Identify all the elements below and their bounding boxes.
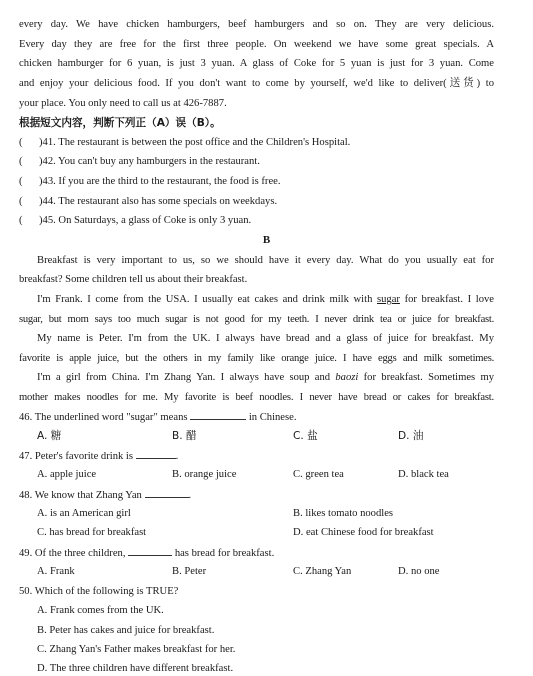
tf-question xyxy=(19,136,350,150)
italic-word: baozi xyxy=(335,372,359,383)
passage-line: My name is Peter. I'm from the UK. I always have bread and a glass of juice for breakfast. My xyxy=(37,333,494,344)
passage-line: Every day they are free for the first three people. On weekend we have some great specials. A xyxy=(19,39,494,50)
answer-blank[interactable] xyxy=(145,488,189,498)
tf-text: )45. On Saturdays, a glass of Coke is only 3 yuan. xyxy=(39,215,252,226)
option-a[interactable]: A. apple juice xyxy=(37,469,97,480)
option-b[interactable]: B. orange juice xyxy=(172,469,237,480)
tf-text: )43. If you are the third to the restaurant, the food is free. xyxy=(39,176,281,187)
passage-line: chicken hamburger for 6 yuan, is just 3 yuan. A glass of Coke for 5 yuan is just for 3 yuan. Come xyxy=(19,58,494,69)
question-stem: 48. We know that Zhang Yan . xyxy=(19,490,192,501)
answer-paren[interactable]: ( xyxy=(19,215,23,226)
option-a[interactable]: A. is an American girl xyxy=(37,508,131,519)
question-stem: 46. The underlined word "sugar" means in Chinese. xyxy=(19,412,297,423)
passage-line: I'm Frank. I come from the USA. I usually eat cakes and drink milk with sugar for breakfast. I love xyxy=(37,294,495,305)
question-stem: 50. Which of the following is TRUE? xyxy=(19,586,179,597)
answer-paren[interactable]: ( xyxy=(19,137,23,148)
option-c[interactable]: C. green tea xyxy=(293,469,344,480)
instruction-text: 根据短文内容，判断下列正（A）误（B）。 xyxy=(19,117,221,129)
passage-line: favorite is apple juice, but the others in my family like orange juice. I have eggs and milk sometimes. xyxy=(19,353,494,364)
tf-question xyxy=(19,214,251,228)
section-title: B xyxy=(262,234,271,246)
option-d[interactable]: D. black tea xyxy=(398,469,449,480)
option-c[interactable]: C. Zhang Yan xyxy=(293,566,352,577)
passage-line: Breakfast is very important to us, so we should have it every day. What do you usually eat for xyxy=(37,255,494,266)
option-d[interactable]: D. The three children have different breakfast. xyxy=(37,663,234,674)
option-a[interactable]: A. Frank comes from the UK. xyxy=(37,605,164,616)
passage-line: mother makes noodles for me. My favorite is beef noodles. I never have bread or cakes for breakfast. xyxy=(19,392,494,403)
option-d[interactable]: D. eat Chinese food for breakfast xyxy=(293,527,434,538)
passage-line: sugar, but mom says too much sugar is not good for my teeth. I never drink tea or juice for breakfast. xyxy=(19,314,494,325)
option-b[interactable]: B. likes tomato noodles xyxy=(293,508,394,519)
tf-text: )42. You can't buy any hamburgers in the restaurant. xyxy=(39,156,260,167)
tf-question xyxy=(19,155,260,169)
option-d[interactable]: D. no one xyxy=(398,566,440,577)
passage-line: and enjoy your delicious food. If you don't want to come by yourself, we'd like to deliver(送货) to xyxy=(19,78,494,89)
underlined-word: sugar xyxy=(377,294,400,305)
passage-line: every day. We have chicken hamburgers, beef hamburgers and so on. They are very delicious. xyxy=(19,19,494,30)
option-c[interactable]: C. Zhang Yan's Father makes breakfast for her. xyxy=(37,644,236,655)
answer-paren[interactable]: ( xyxy=(19,156,23,167)
option-b[interactable]: B. Peter xyxy=(172,566,207,577)
answer-blank[interactable] xyxy=(190,410,246,420)
tf-text: )44. The restaurant also has some specials on weekdays. xyxy=(39,196,278,207)
passage-line: your place. You only need to call us at 426-7887. xyxy=(19,98,227,109)
tf-question xyxy=(19,175,281,189)
question-stem: 47. Peter's favorite drink is . xyxy=(19,451,179,462)
tf-question xyxy=(19,195,277,209)
question-stem: 49. Of the three children, has bread for breakfast. xyxy=(19,548,275,559)
option-a[interactable]: A. Frank xyxy=(37,566,75,577)
answer-paren[interactable]: ( xyxy=(19,196,23,207)
answer-blank[interactable] xyxy=(128,546,172,556)
passage-line: I'm a girl from China. I'm Zhang Yan. I always have soup and baozi for breakfast. Sometimes my xyxy=(37,372,494,383)
tf-text: )41. The restaurant is between the post office and the Children's Hospital. xyxy=(39,137,351,148)
option-c[interactable]: C. 盐 xyxy=(293,430,318,442)
option-d[interactable]: D. 油 xyxy=(398,430,424,442)
answer-paren[interactable]: ( xyxy=(19,176,23,187)
option-c[interactable]: C. has bread for breakfast xyxy=(37,527,147,538)
option-b[interactable]: B. Peter has cakes and juice for breakfast. xyxy=(37,625,215,636)
passage-line: breakfast? Some children tell us about their breakfast. xyxy=(19,274,248,285)
option-a[interactable]: A. 糖 xyxy=(37,430,62,442)
option-b[interactable]: B. 醋 xyxy=(172,430,197,442)
answer-blank[interactable] xyxy=(136,449,176,459)
